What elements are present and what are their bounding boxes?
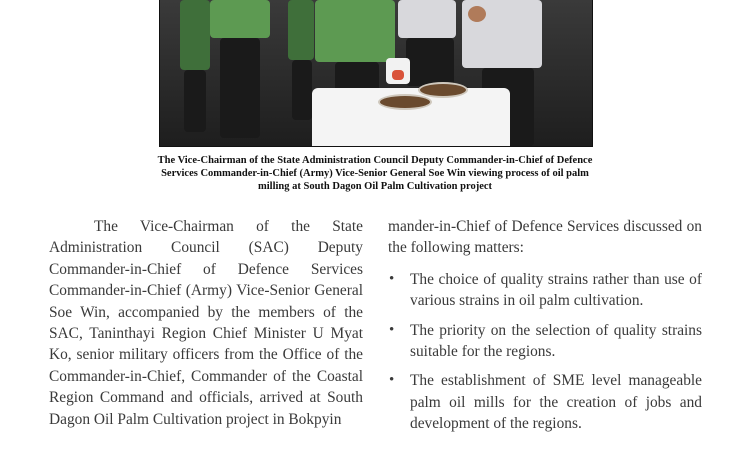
bullet-icon: • xyxy=(389,372,395,389)
list-item xyxy=(388,320,702,363)
article-paragraph: The Vice-Chairman of the State Administration Council (SAC) Deputy Commander-in-Chief of Defence Services Commander-in-Chief (Army) Vice-Senior General Soe Win, accompanied by the members of the SAC, Taninthayi Region Chief Minister U Myat Ko, senior military officers from the Office of the Commander-in-Chief, Commander of the Coastal Region Command and officials, arrived at South Dagon Oil Palm Cultivation project in Bokpyin xyxy=(49,218,363,428)
list-item xyxy=(388,370,702,434)
news-photo xyxy=(160,0,592,146)
bullet-icon: • xyxy=(389,270,395,287)
article-intro-text: mander-in-Chief of Defence Services discussed on the following matters: xyxy=(388,218,702,257)
list-item xyxy=(388,269,702,312)
article-left-column xyxy=(49,216,363,430)
list-item-text: The choice of quality strains rather than use of various strains in oil palm cultivation. xyxy=(410,270,702,310)
list-item-text: The priority on the selection of quality strains suitable for the regions. xyxy=(410,321,702,361)
article-right-column xyxy=(388,216,702,443)
discussion-points-list xyxy=(388,269,702,435)
bullet-icon: • xyxy=(389,321,395,338)
photo-caption: The Vice-Chairman of the State Administration Council Deputy Commander-in-Chief of Defence Services Commander-in-Chief (Army) Vice-Senior General Soe Win viewing process of oil palm milling at South Dagon Oil Palm Cultivation project xyxy=(157,155,593,192)
list-item-text: The establishment of SME level manageable palm oil mills for the creation of jobs and development of the regions. xyxy=(410,372,702,433)
